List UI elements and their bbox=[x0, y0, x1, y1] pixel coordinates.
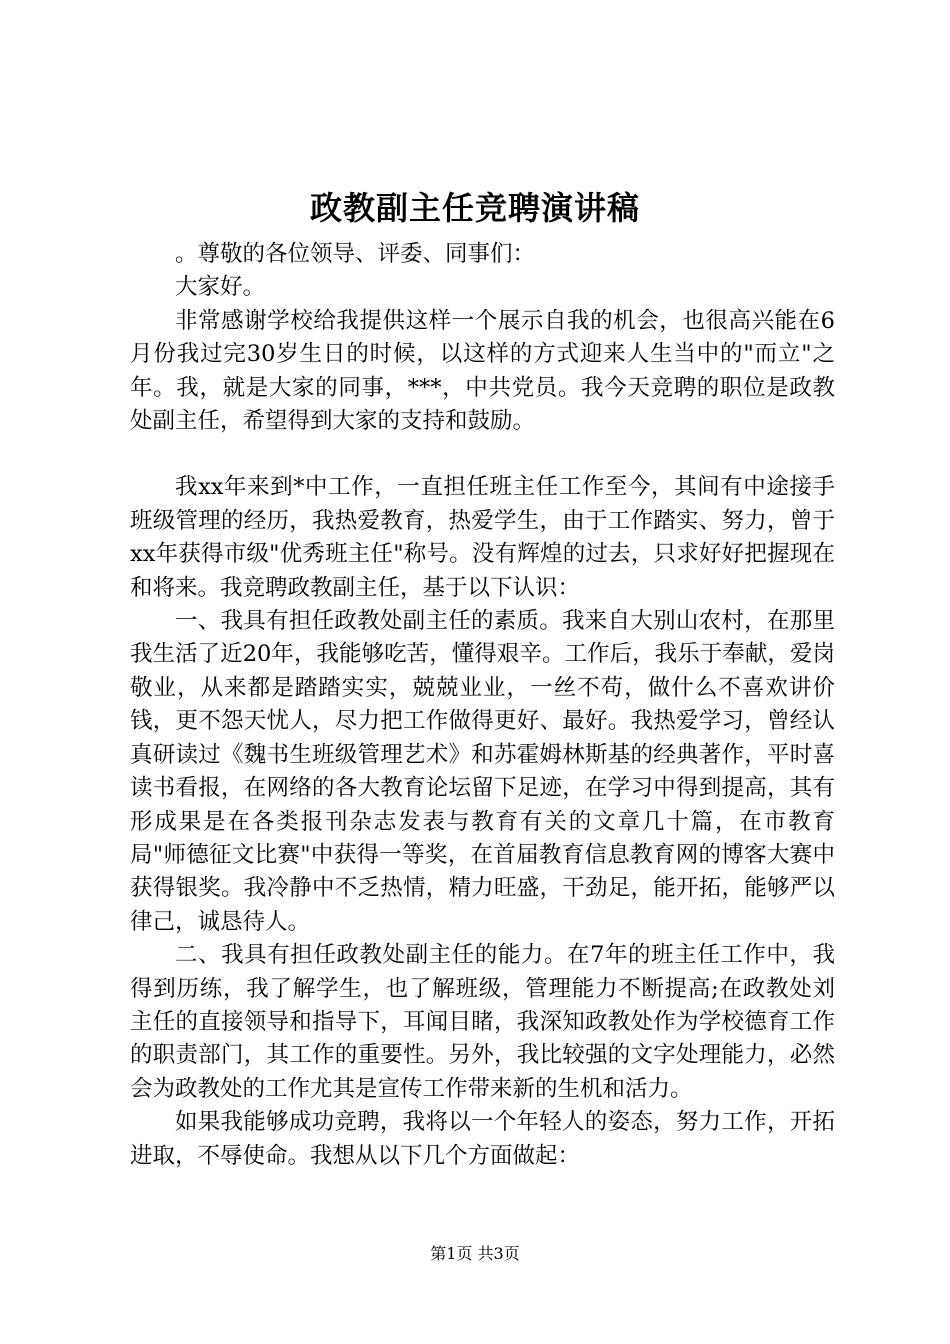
paragraph-salutation: 。尊敬的各位领导、评委、同事们： bbox=[175, 241, 536, 267]
paragraph-introduction: 非常感谢学校给我提供这样一个展示自我的机会，也很高兴能在6月份我过完30岁生日的时候，以这样的方式迎来人生当中的"而立"之年。我，就是大家的同事，***，中共党员。我今天竞聘的职位是政教处副主任，希望得到大家的支持和鼓励。 bbox=[130, 307, 835, 435]
document-title: 政教副主任竞聘演讲稿 bbox=[309, 189, 640, 227]
paragraph-abilities: 二、我具有担任政教处副主任的能力。在7年的班主任工作中，我得到历练，我了解学生，也了解班级，管理能力不断提高;在政教处刘主任的直接领导和指导下，耳闻目睹，我深知政教处作为学校德育工作的职责部门，其工作的重要性。另外，我比较强的文字处理能力，必然会为政教处的工作尤其是宣传工作带来新的生机和活力。 bbox=[130, 942, 835, 1102]
document-body bbox=[130, 238, 835, 1173]
paragraph-greeting: 大家好。 bbox=[175, 274, 266, 301]
page-number-footer: 第1页 共3页 bbox=[430, 1244, 520, 1263]
paragraph-plan: 如果我能够成功竞聘，我将以一个年轻人的姿态，努力工作，开拓进取，不辱使命。我想从以下几个方面做起： bbox=[130, 1109, 835, 1169]
paragraph-qualities: 一、我具有担任政教处副主任的素质。我来自大别山农村，在那里我生活了近20年，我能够吃苦，懂得艰辛。工作后，我乐于奉献，爱岗敬业，从来都是踏踏实实，兢兢业业，一丝不苟，做什么不喜欢讲价钱，更不怨天忧人，尽力把工作做得更好、最好。我热爱学习，曾经认真研读过《魏书生班级管理艺术》和苏霍姆林斯基的经典著作，平时喜读书看报，在网络的各大教育论坛留下足迹，在学习中得到提高，其有形成果是在各类报刊杂志发表与教育有关的文章几十篇，在市教育局"师德征文比赛"中获得一等奖，在首届教育信息教育网的博客大赛中获得银奖。我冷静中不乏热情，精力旺盛，干劲足，能开拓，能够严以律己，诚恳待人。 bbox=[130, 608, 835, 935]
paragraph-background: 我xx年来到*中工作，一直担任班主任工作至今，其间有中途接手班级管理的经历，我热爱教育，热爱学生，由于工作踏实、努力，曾于xx年获得市级"优秀班主任"称号。没有辉煌的过去，只求好好把握现在和将来。我竞聘政教副主任，基于以下认识： bbox=[130, 474, 835, 601]
